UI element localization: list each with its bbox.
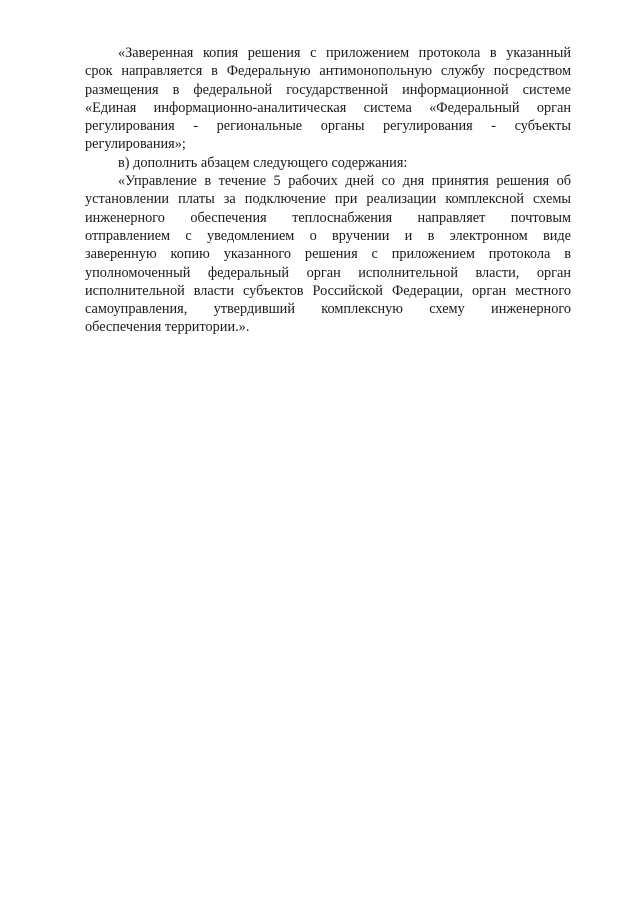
text-line: «Управление в течение 5 рабочих дней со дня принятия решения об <box>118 173 571 190</box>
text-line: в) дополнить абзацем следующего содержания: <box>118 154 408 171</box>
text-line: исполнительной власти субъектов Российской Федерации, орган местного <box>85 282 571 299</box>
text-line: установлении платы за подключение при реализации комплексной схемы <box>85 191 571 208</box>
text-line: размещения в федеральной государственной информационной системе <box>85 81 571 98</box>
text-line: заверенную копию указанного решения с приложением протокола в <box>85 246 571 263</box>
text-line: отправлением с уведомлением о вручении и в электронном виде <box>85 227 571 244</box>
text-line: «Единая информационно-аналитическая система «Федеральный орган <box>85 99 571 116</box>
document-body <box>85 44 571 337</box>
paragraph-new-clause <box>85 172 571 337</box>
text-line: регулирования - региональные органы регулирования - субъекты <box>85 118 571 135</box>
text-line: самоуправления, утвердивший комплексную схему инженерного <box>85 301 571 318</box>
text-line: срок направляется в Федеральную антимонопольную службу посредством <box>85 63 571 80</box>
text-line: уполномоченный федеральный орган исполнительной власти, орган <box>85 264 571 281</box>
paragraph-amendment-intro <box>85 154 571 172</box>
text-line: регулирования»; <box>85 136 186 153</box>
text-line: инженерного обеспечения теплоснабжения направляет почтовым <box>85 209 571 226</box>
paragraph-certified-copy <box>85 44 571 154</box>
text-line: обеспечения территории.». <box>85 319 250 336</box>
text-line: «Заверенная копия решения с приложением протокола в указанный <box>118 45 571 61</box>
